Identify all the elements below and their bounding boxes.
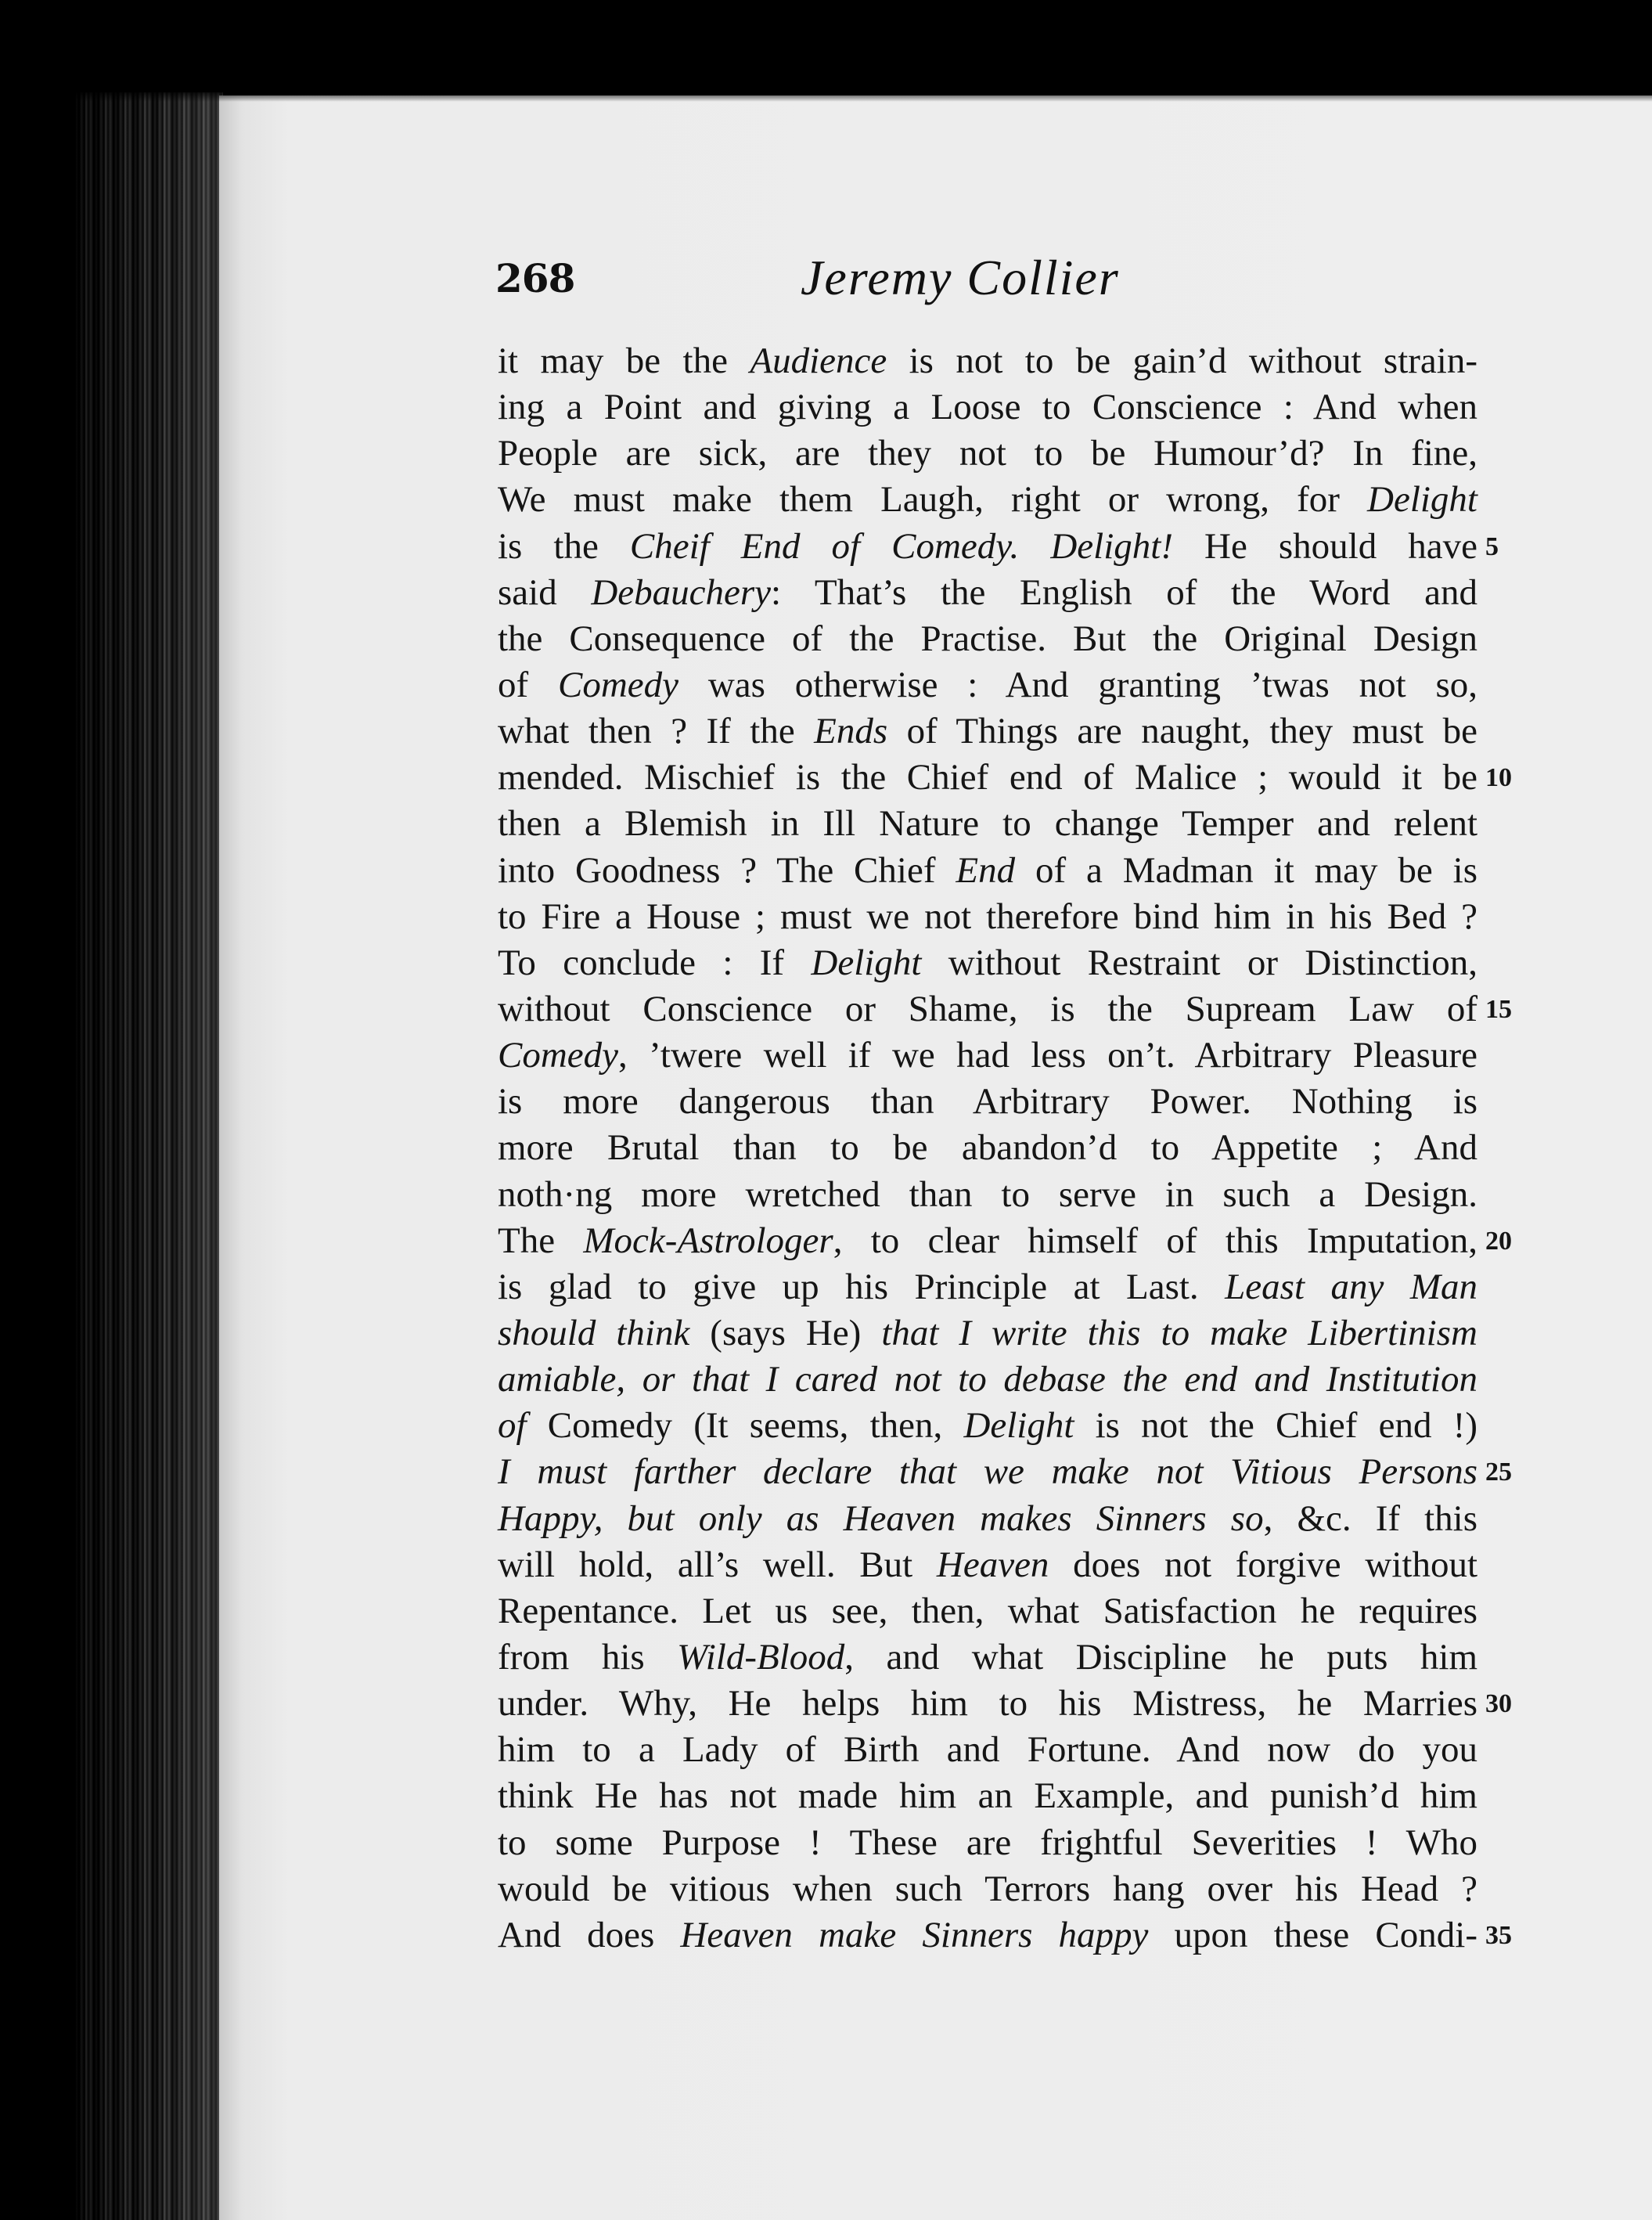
text-line: him to a Lady of Birth and Fortune. And now do you	[498, 1729, 1477, 1771]
text-line: Comedy, ’twere well if we had less on’t. Arbitrary Pleasure	[498, 1035, 1477, 1076]
line-number: 15	[1485, 994, 1512, 1024]
text-line: to some Purpose ! These are frightful Severities ! Who	[498, 1822, 1477, 1863]
line-number: 10	[1485, 763, 1512, 793]
text-line: from his Wild-Blood, and what Discipline he puts him	[498, 1636, 1477, 1678]
text-line: To conclude : If Delight without Restraint or Distinction,	[498, 942, 1477, 983]
text-line: We must make them Laugh, right or wrong, for Delight	[498, 479, 1477, 521]
text-line: into Goodness ? The Chief End of a Madman it may be is	[498, 849, 1477, 891]
text-line: said Debauchery: That’s the English of the Word and	[498, 571, 1477, 613]
text-line: And does Heaven make Sinners happy upon these Condi- 35	[498, 1912, 1477, 1959]
text-line: is glad to give up his Principle at Last. Least any Man	[498, 1266, 1477, 1307]
text-line: Repentance. Let us see, then, what Satisfaction he requires	[498, 1590, 1477, 1631]
text-line: will hold, all’s well. But Heaven does not forgive without	[498, 1544, 1477, 1585]
text-line: would be vitious when such Terrors hang over his Head ?	[498, 1868, 1477, 1909]
line-number: 25	[1485, 1458, 1512, 1487]
text-line: think He has not made him an Example, and punish’d him	[498, 1775, 1477, 1817]
running-head	[495, 249, 1481, 312]
line-number: 5	[1485, 532, 1499, 561]
text-line: to Fire a House ; must we not therefore bind him in his Bed ?	[498, 896, 1477, 937]
line-number: 30	[1485, 1689, 1512, 1719]
text-line: what then ? If the Ends of Things are naught, they must be	[498, 711, 1477, 752]
text-line: amiable, or that I cared not to debase the end and Institution	[498, 1359, 1477, 1400]
book-page-edges	[74, 92, 223, 2220]
running-title: Jeremy Collier	[801, 250, 1120, 305]
text-line: of Comedy was otherwise : And granting ’twas not so,	[498, 664, 1477, 705]
text-line: under. Why, He helps him to his Mistress, he Marries 30	[498, 1681, 1477, 1727]
text-line: Happy, but only as Heaven makes Sinners so, &c. If this	[498, 1497, 1477, 1539]
text-line: I must farther declare that we make not Vitious Persons 25	[498, 1449, 1477, 1495]
text-line: noth·ng more wretched than to serve in such a Design.	[498, 1173, 1477, 1215]
line-number: 35	[1485, 1920, 1512, 1950]
body-text	[498, 338, 1512, 1959]
text-line: ing a Point and giving a Loose to Conscience : And when	[498, 387, 1477, 428]
text-line: then a Blemish in Ill Nature to change Temper and relent	[498, 803, 1477, 845]
text-line: without Conscience or Shame, is the Supream Law of 15	[498, 986, 1477, 1033]
line-number: 20	[1485, 1226, 1512, 1256]
text-line: People are sick, are they not to be Humour’d? In fine,	[498, 433, 1477, 474]
text-line: should think (says He) that I write this to make Libertinism	[498, 1312, 1477, 1353]
text-line: of Comedy (It seems, then, Delight is not the Chief end !)	[498, 1405, 1477, 1447]
text-line: The Mock-Astrologer, to clear himself of this Imputation, 20	[498, 1218, 1477, 1264]
page-number: 268	[495, 255, 575, 301]
text-line: mended. Mischief is the Chief end of Malice ; would it be 10	[498, 755, 1477, 801]
top-shadow	[0, 0, 1652, 102]
text-line: more Brutal than to be abandon’d to Appetite ; And	[498, 1127, 1477, 1169]
text-line: it may be the Audience is not to be gain’d without strain-	[498, 341, 1477, 381]
text-line: the Consequence of the Practise. But the Original Design	[498, 618, 1477, 659]
text-line: is more dangerous than Arbitrary Power. Nothing is	[498, 1081, 1477, 1123]
text-line: is the Cheif End of Comedy. Delight! He should have 5	[498, 524, 1477, 570]
